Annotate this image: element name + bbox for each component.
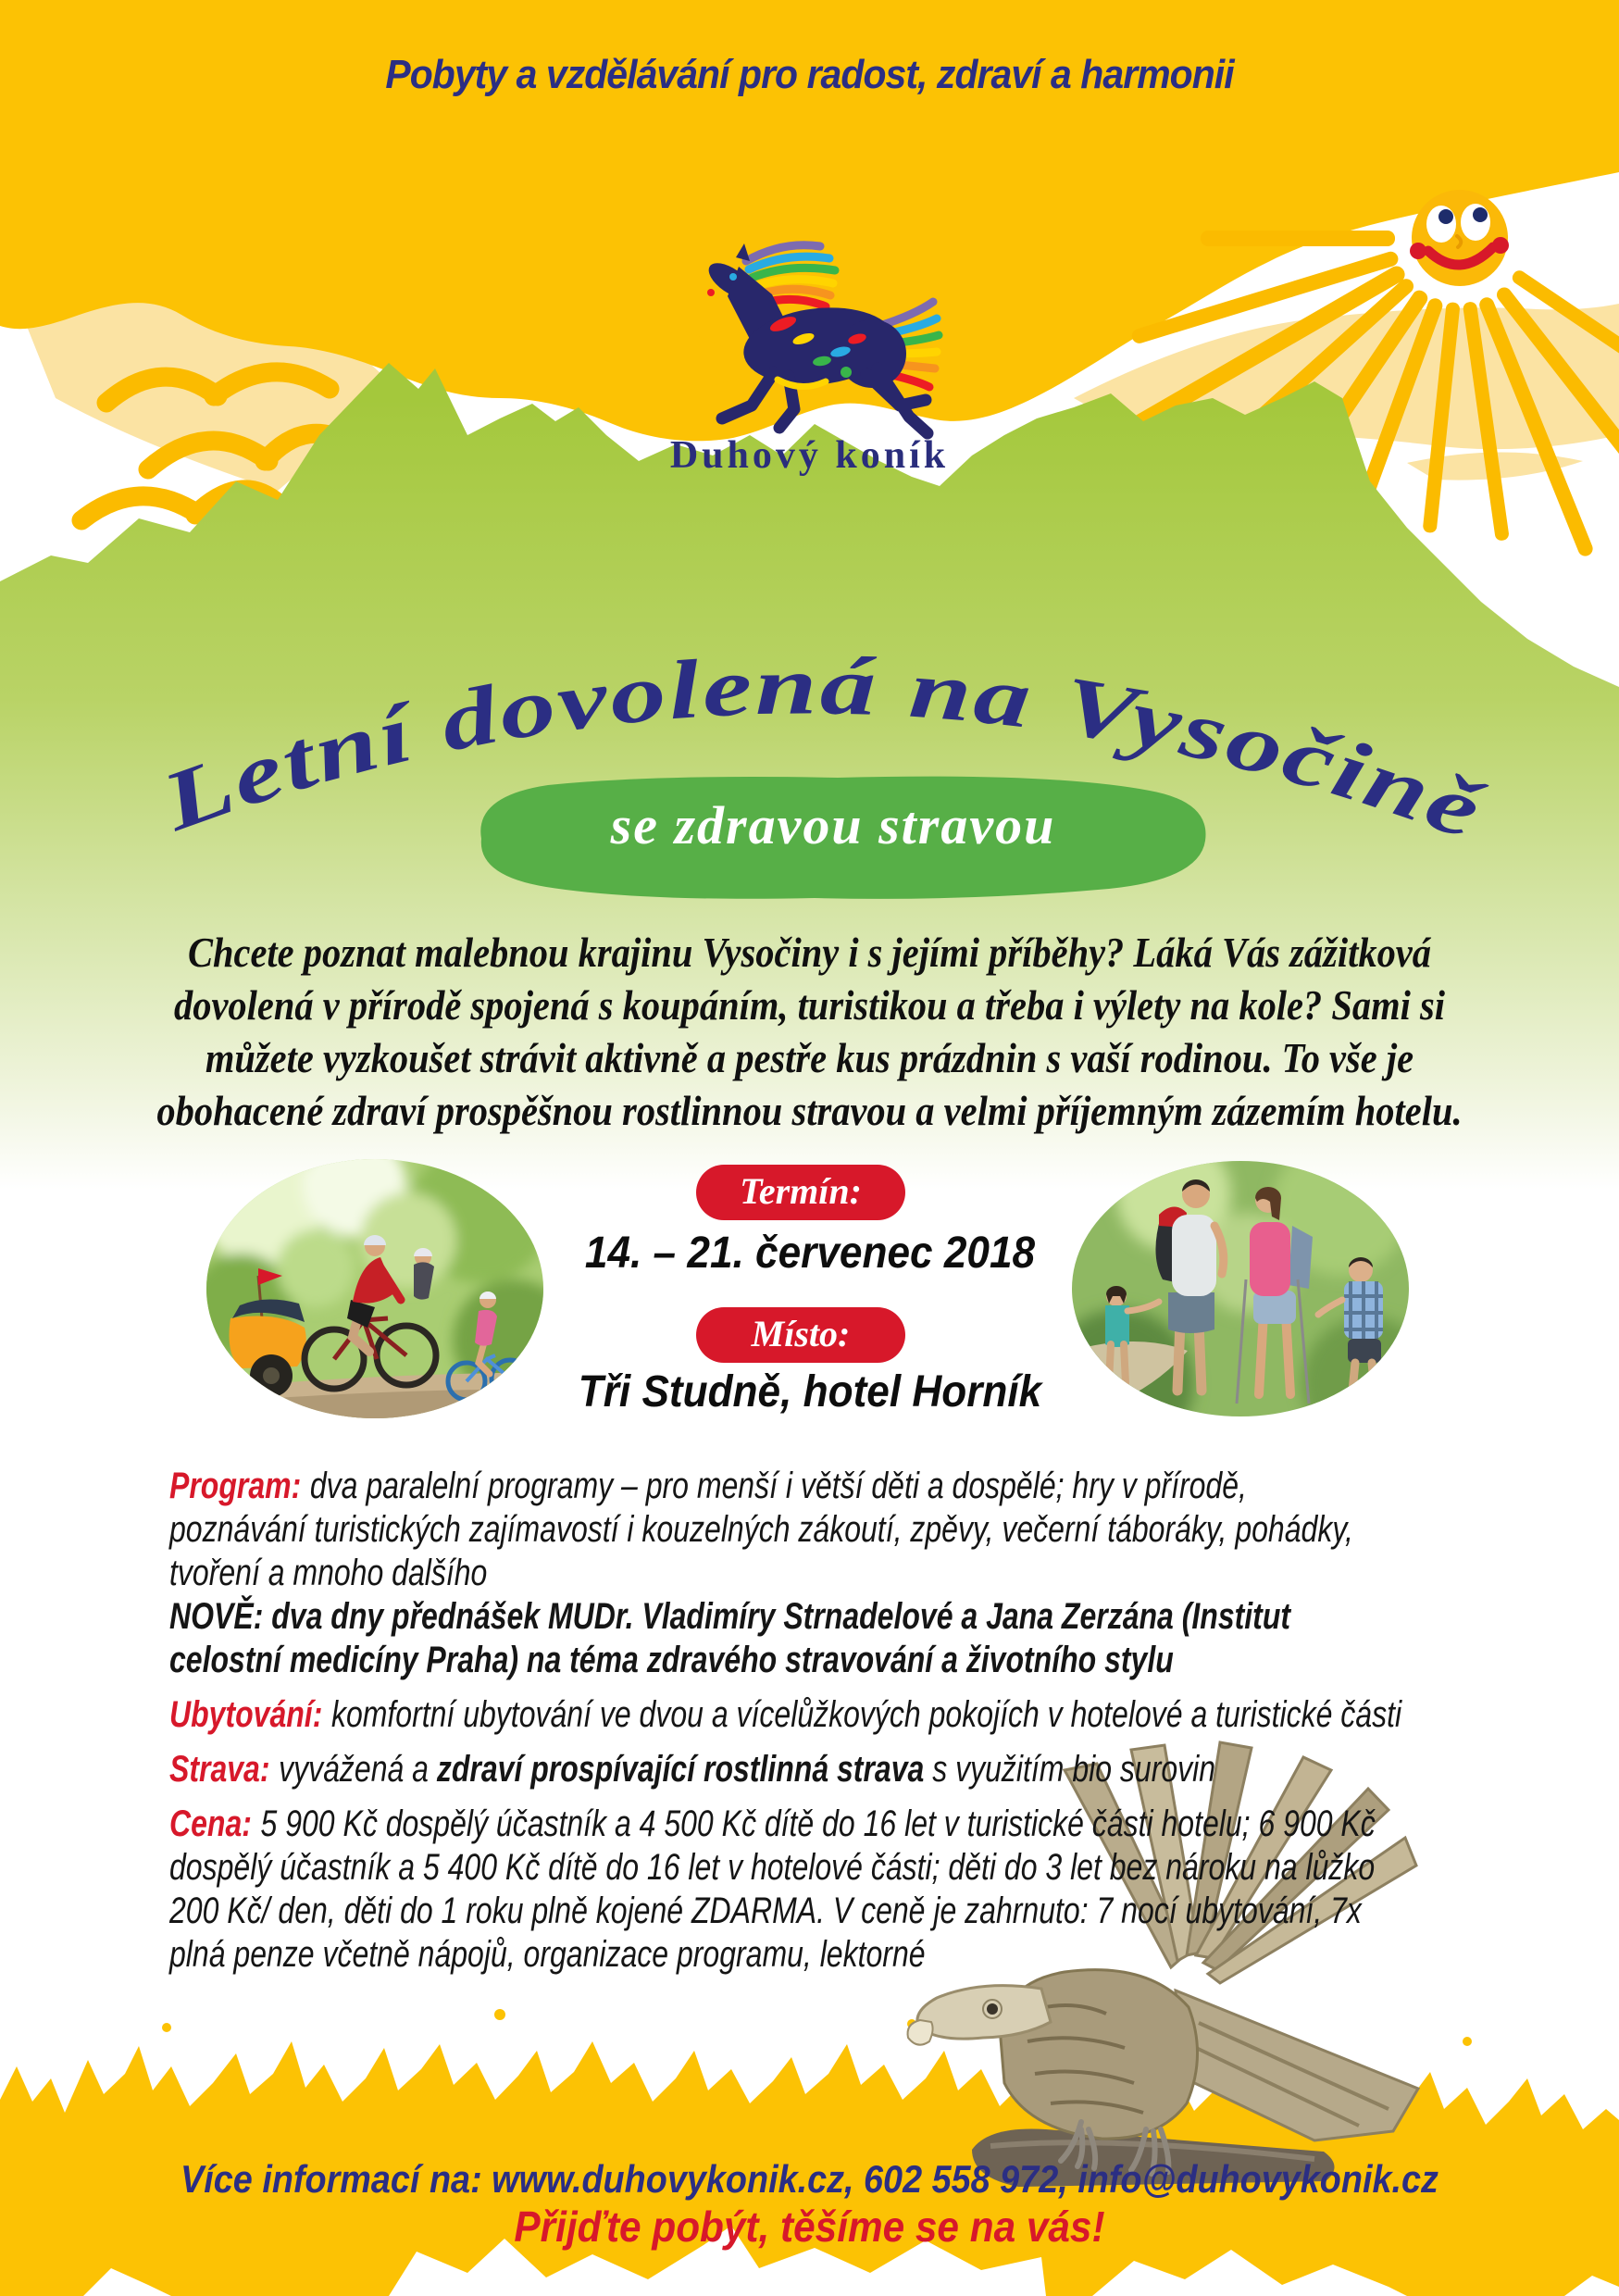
place-badge-label: Místo: — [751, 1313, 851, 1354]
price-paragraph — [169, 1803, 1458, 1977]
footer-contact-info: Více informací na: www.duhovykonik.cz, 602 558 972, info@duhovykonik.cz — [181, 2157, 1438, 2201]
header-tagline: Pobyty a vzdělávání pro radost, zdraví a harmonii — [385, 52, 1234, 97]
price-line: 5 900 Kč dospělý účastník a 4 500 Kč dítě do 16 let v turistické části hotelu; 6 900 Kč — [260, 1803, 1376, 1844]
accommodation-text: komfortní ubytování ve dvou a vícelůžkových pokojích v hotelové a turistické části — [330, 1694, 1402, 1735]
intro-line: můžete vyzkoušet strávit aktivně a pestře kus prázdnin s vaší rodinou. To vše je — [205, 1034, 1414, 1081]
program-line: poznávání turistických zajímavostí i kouzelných zákoutí, zpěvy, večerní táboráky, pohádky, — [169, 1509, 1353, 1550]
term-badge-label: Termín: — [740, 1170, 862, 1212]
food-label: Strava: — [169, 1749, 270, 1790]
intro-line: obohacené zdraví prospěšnou rostlinnou stravou a velmi příjemným zázemím hotelu. — [156, 1087, 1463, 1134]
news-paragraph — [169, 1595, 1458, 1682]
details-section — [169, 1465, 1458, 1988]
food-paragraph — [169, 1748, 1458, 1791]
price-line: 200 Kč/ den, děti do 1 roku plně kojené ZDARMA. V ceně je zahrnuto: 7 nocí ubytování, 7x — [169, 1890, 1362, 1931]
program-line: dva paralelní programy – pro menší i větší děti a dospělé; hry v přírodě, — [309, 1466, 1247, 1506]
accommodation-paragraph — [169, 1693, 1458, 1737]
page-subtitle: se zdravou stravou — [610, 795, 1056, 855]
food-text-bold: zdraví prospívající rostlinná strava — [436, 1749, 925, 1790]
footer-paint-band — [0, 2009, 1619, 2296]
price-line: plná penze včetně nápojů, organizace programu, lektorné — [169, 1934, 926, 1975]
intro-line: Chcete poznat malebnou krajinu Vysočiny i s jejími příběhy? Láká Vás zážitková — [187, 929, 1432, 976]
program-paragraph — [169, 1465, 1458, 1595]
food-text: s využitím bio surovin — [924, 1749, 1216, 1790]
price-label: Cena: — [169, 1803, 252, 1844]
news-line: celostní medicíny Praha) na téma zdravého stravování a životního stylu — [169, 1640, 1174, 1680]
term-value: 14. – 21. červenec 2018 — [584, 1229, 1036, 1278]
logo-title: Duhový koník — [669, 434, 950, 477]
food-text: vyvážená a — [279, 1749, 437, 1790]
accommodation-label: Ubytování: — [169, 1694, 323, 1735]
page-title: Letní dovolená na Vysočině — [151, 640, 1483, 854]
place-value: Tři Studně, hotel Horník — [578, 1367, 1042, 1416]
price-line: dospělý účastník a 5 400 Kč dítě do 16 let v hotelové části; děti do 3 let bez nároku na lůžko — [169, 1847, 1376, 1888]
intro-paragraph — [135, 926, 1483, 1137]
term-badge — [696, 1165, 905, 1220]
footer-cta: Přijďte pobýt, těšíme se na vás! — [514, 2202, 1105, 2251]
intro-line: dovolená v přírodě spojená s koupáním, turistikou a třeba i výlety na kole? Sami si — [173, 981, 1445, 1029]
program-label: Program: — [169, 1466, 302, 1506]
place-badge — [696, 1307, 905, 1363]
program-line: tvoření a mnoho dalšího — [169, 1553, 488, 1593]
news-line: NOVĚ: dva dny přednášek MUDr. Vladimíry Strnadelové a Jana Zerzána (Institut — [169, 1596, 1291, 1637]
